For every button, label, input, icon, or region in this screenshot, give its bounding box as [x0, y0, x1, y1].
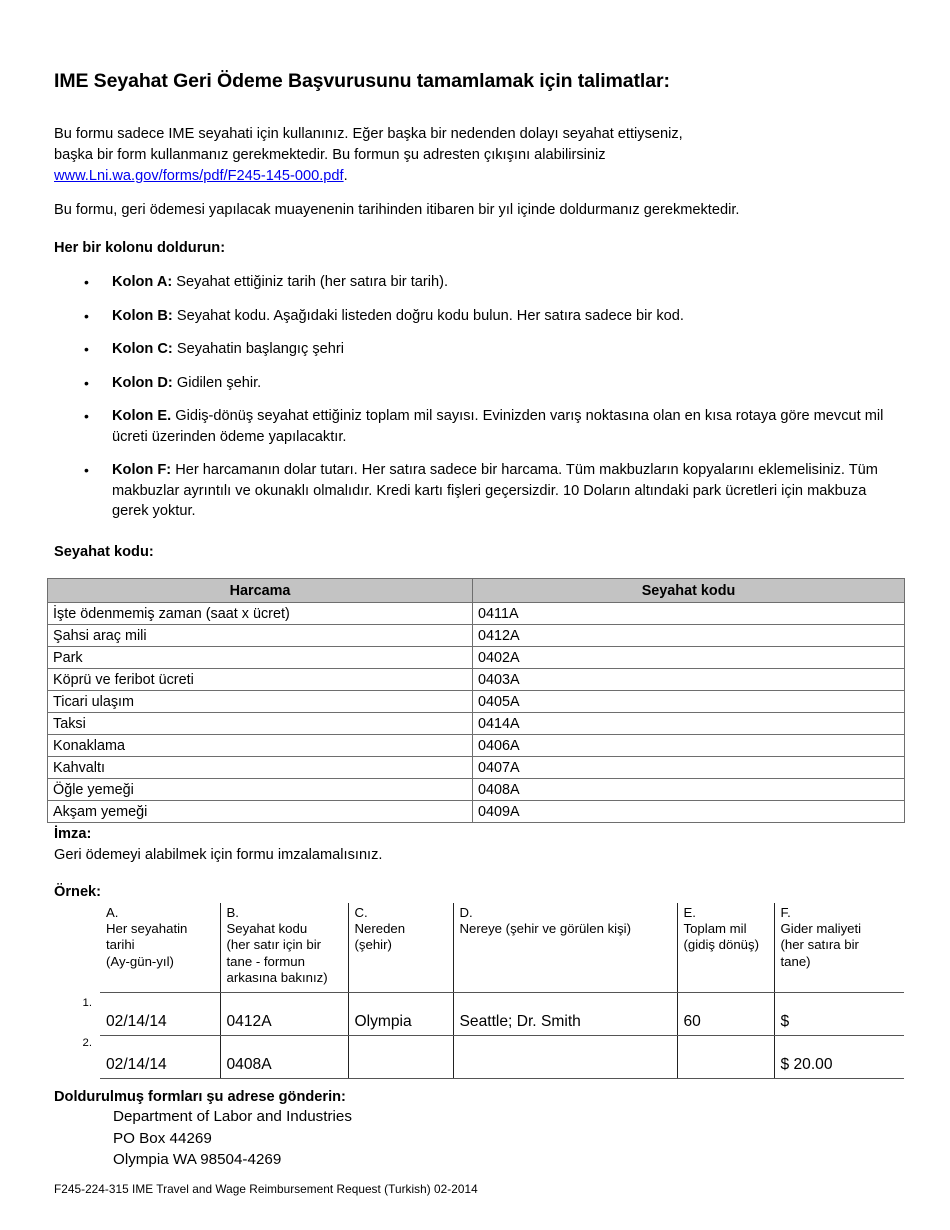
cell-expense: Şahsi araç mili	[48, 625, 473, 647]
table-header-row	[48, 579, 905, 603]
list-item	[54, 339, 894, 360]
address-line-1: Department of Labor and Industries	[113, 1108, 352, 1125]
signature-heading: İmza:	[54, 826, 92, 842]
cell-code: 0414A	[473, 713, 905, 735]
example-cell-from: Olympia	[348, 993, 453, 1036]
example-cell-code: 0408A	[220, 1036, 348, 1079]
example-column-header-f	[774, 903, 904, 993]
example-cell-miles	[677, 1036, 774, 1079]
cell-expense: İşte ödenmemiş zaman (saat x ücret)	[48, 603, 473, 625]
list-item-label: Kolon B:	[112, 307, 173, 324]
list-item-text: Seyahat ettiğiniz tarih (her satıra bir tarih).	[172, 274, 449, 290]
header-letter: B.	[226, 905, 239, 920]
cell-expense: Ticari ulaşım	[48, 691, 473, 713]
example-table-wrapper	[82, 903, 904, 1079]
column-header-expense: Harcama	[48, 579, 473, 603]
example-column-header-b	[220, 903, 348, 993]
example-data-row	[100, 1036, 904, 1079]
cell-code: 0402A	[473, 647, 905, 669]
example-cell-to: Seattle; Dr. Smith	[453, 993, 677, 1036]
link-period: .	[343, 168, 348, 184]
example-cell-to	[453, 1036, 677, 1079]
header-line: (her satır için bir	[226, 937, 322, 953]
cell-expense: Akşam yemeği	[48, 801, 473, 823]
example-cell-from	[348, 1036, 453, 1079]
example-table	[100, 903, 904, 1079]
example-header-row	[100, 903, 904, 993]
cell-code: 0412A	[473, 625, 905, 647]
example-heading: Örnek:	[54, 884, 102, 900]
cell-expense: Konaklama	[48, 735, 473, 757]
bullet-dot-icon: •	[84, 307, 89, 324]
header-line: tane - formun	[226, 953, 305, 969]
example-column-header-a	[100, 903, 220, 993]
cell-expense: Park	[48, 647, 473, 669]
address-line-2: PO Box 44269	[113, 1129, 212, 1147]
column-header-code: Seyahat kodu	[473, 579, 905, 603]
list-item-text: Her harcamanın dolar tutarı. Her satıra sadece bir harcama. Tüm makbuzların kopyalarını eklemelisiniz. Tüm makbuzlar ayrıntılı ve okunaklı olmalıdır. Kredi kartı fişleri geçersizdir. 10 Doların altındaki park ücretleri için makbuza gerek yoktur.	[112, 462, 878, 519]
intro-line-1: Bu formu sadece IME seyahati için kullanınız. Eğer başka bir nedenden dolayı seyahat ettiyseniz,	[54, 126, 683, 142]
example-cell-miles: 60	[677, 993, 774, 1036]
header-letter: E.	[683, 905, 696, 920]
header-line: Her seyahatin	[106, 921, 188, 937]
cell-code: 0403A	[473, 669, 905, 691]
cell-code: 0406A	[473, 735, 905, 757]
cell-code: 0407A	[473, 757, 905, 779]
table-row	[48, 647, 905, 669]
header-line: (şehir)	[354, 937, 392, 953]
header-line: tane)	[780, 953, 811, 969]
example-column-header-e	[677, 903, 774, 993]
list-item-label: Kolon C:	[112, 341, 173, 357]
list-item-label: Kolon A:	[112, 274, 173, 290]
intro-paragraph	[54, 124, 854, 187]
travel-code-heading: Seyahat kodu:	[54, 544, 154, 560]
header-line: Seyahat kodu	[226, 921, 308, 937]
list-item	[54, 272, 894, 293]
cell-expense: Öğle yemeği	[48, 779, 473, 801]
table-row	[48, 625, 905, 647]
example-row-number: 1.	[82, 997, 92, 1009]
bullet-dot-icon: •	[84, 374, 89, 391]
travel-code-table	[47, 578, 905, 823]
table-row	[48, 603, 905, 625]
example-column-header-c	[348, 903, 453, 993]
bullet-dot-icon: •	[84, 274, 89, 290]
list-item	[54, 406, 894, 447]
columns-section-heading: Her bir kolonu doldurun:	[54, 240, 226, 256]
list-item	[54, 460, 894, 522]
example-cell-code: 0412A	[220, 993, 348, 1036]
cell-expense: Kahvaltı	[48, 757, 473, 779]
header-letter: D.	[459, 905, 473, 920]
cell-code: 0408A	[473, 779, 905, 801]
list-item-text: Seyahat kodu. Aşağıdaki listeden doğru kodu bulun. Her satıra sadece bir kod.	[172, 307, 684, 324]
table-row	[48, 713, 905, 735]
form-pdf-link[interactable]: www.Lni.wa.gov/forms/pdf/F245-145-000.pdf	[54, 168, 344, 184]
mailing-address	[113, 1106, 352, 1171]
header-line: (gidiş dönüş)	[683, 937, 759, 953]
table-row	[48, 691, 905, 713]
example-cell-cost: $ 20.00	[774, 1036, 904, 1079]
example-column-header-d	[453, 903, 677, 993]
cell-expense: Taksi	[48, 713, 473, 735]
table-row	[48, 779, 905, 801]
example-row-number: 2.	[82, 1037, 92, 1049]
signature-instruction: Geri ödemeyi alabilmek için formu imzalamalısınız.	[54, 847, 383, 863]
header-line: Nereye (şehir ve görülen kişi)	[459, 921, 632, 937]
list-item-text: Gidilen şehir.	[172, 374, 262, 391]
cell-code: 0409A	[473, 801, 905, 823]
header-letter: C.	[354, 905, 368, 920]
intro-line-2: başka bir form kullanmanız gerekmektedir. Bu formun şu adresten çıkışını alabilirsiniz	[54, 147, 606, 163]
header-letter: A.	[106, 905, 119, 920]
form-footer: F245-224-315 IME Travel and Wage Reimbursement Request (Turkish) 02-2014	[54, 1182, 478, 1196]
list-item	[54, 373, 894, 394]
deadline-paragraph: Bu formu, geri ödemesi yapılacak muayenenin tarihinden itibaren bir yıl içinde doldurmanız gerekmektedir.	[54, 202, 740, 218]
header-line: arkasına bakınız)	[226, 969, 328, 985]
address-line-3: Olympia WA 98504-4269	[113, 1151, 282, 1168]
column-instructions-list	[54, 272, 894, 535]
header-line: tarihi	[106, 937, 135, 953]
list-item-label: Kolon D:	[112, 374, 173, 391]
table-row	[48, 669, 905, 691]
table-row	[48, 801, 905, 823]
header-line: (Ay-gün-yıl)	[106, 953, 174, 969]
send-to-heading: Doldurulmuş formları şu adrese gönderin:	[54, 1089, 346, 1105]
bullet-dot-icon: •	[84, 462, 89, 478]
header-line: Toplam mil	[683, 921, 747, 937]
header-line: Nereden	[354, 921, 406, 937]
header-line: (her satıra bir	[780, 937, 859, 953]
cell-code: 0405A	[473, 691, 905, 713]
example-data-row	[100, 993, 904, 1036]
bullet-dot-icon: •	[84, 408, 89, 424]
list-item-label: Kolon F:	[112, 462, 172, 478]
page-title: IME Seyahat Geri Ödeme Başvurusunu tamamlamak için talimatlar:	[54, 70, 670, 92]
list-item	[54, 306, 894, 327]
cell-code: 0411A	[473, 603, 905, 625]
list-item-label: Kolon E.	[112, 408, 172, 424]
cell-expense: Köprü ve feribot ücreti	[48, 669, 473, 691]
example-cell-cost: $	[774, 993, 904, 1036]
list-item-text: Gidiş-dönüş seyahat ettiğiniz toplam mil sayısı. Evinizden varış noktasına olan en kısa rotaya göre mevcut mil ücreti üzerinden ödeme yapılacaktır.	[112, 408, 884, 445]
header-letter: F.	[780, 905, 791, 920]
example-cell-date: 02/14/14	[100, 1036, 220, 1079]
list-item-text: Seyahatin başlangıç şehri	[172, 341, 344, 357]
header-line: Gider maliyeti	[780, 921, 862, 937]
table-row	[48, 735, 905, 757]
table-row	[48, 757, 905, 779]
bullet-dot-icon: •	[84, 341, 89, 357]
example-cell-date: 02/14/14	[100, 993, 220, 1036]
